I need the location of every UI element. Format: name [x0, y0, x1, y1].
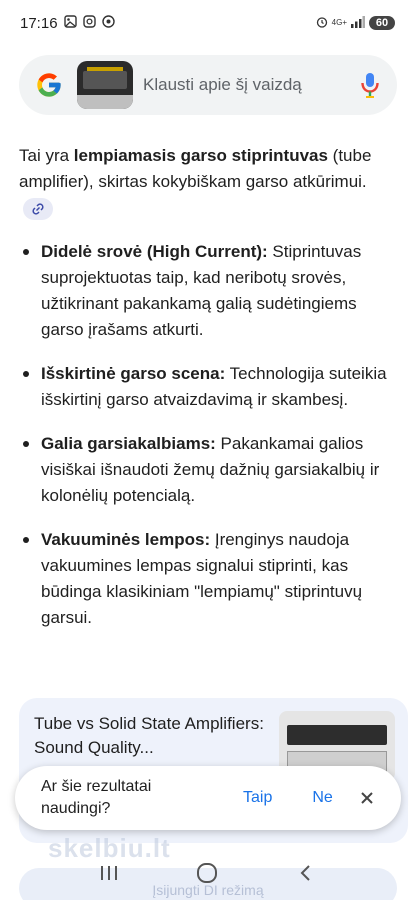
query-image-thumbnail[interactable] — [77, 61, 133, 109]
instagram-icon — [83, 15, 96, 31]
card-image-amp-top — [287, 725, 387, 745]
intro-suffix: (tube amplifier), skirtas kokybiškam garso atkūrimui. — [19, 146, 372, 191]
list-item — [19, 527, 397, 631]
close-icon[interactable] — [355, 786, 379, 810]
bullet-title: Išskirtinė garso scena: — [41, 364, 226, 383]
bullet-text: Įrenginys naudoja vakuumines lempas signalui stiprinti, kas būdinga klasikiniam "lempiamų" stiprintuvų garsui. — [41, 530, 363, 627]
intro-bold: lempiamasis garso stiprintuvas — [73, 146, 328, 165]
ai-answer — [19, 143, 397, 649]
status-bar — [0, 0, 415, 46]
bullet-title: Galia garsiakalbiams: — [41, 434, 216, 453]
thumbnail-base — [77, 95, 133, 109]
bullet-text: Stiprintuvas suprojektuotas taip, kad neribotų srovės, užtikrinant pakankamą galią sudėtingiems garso įrašams atkurti. — [41, 242, 362, 339]
source-card-title[interactable]: Tube vs Solid State Amplifiers: Sound Quality... — [34, 714, 264, 757]
status-time: 17:16 — [20, 14, 58, 32]
feedback-no-button[interactable]: Ne — [312, 789, 333, 806]
feedback-question: Ar šie rezultatai naudingi? — [41, 778, 152, 817]
intro-prefix: Tai yra — [19, 146, 74, 165]
bullet-title: Didelė srovė (High Current): — [41, 242, 268, 261]
list-item — [19, 361, 397, 413]
watermark: skelbiu.lt — [48, 833, 171, 863]
thumbnail-amp-body — [83, 71, 127, 89]
answer-bullets — [19, 239, 397, 631]
ai-mode-label[interactable]: Įsijungti DI režimą — [152, 882, 264, 898]
search-input[interactable]: Klausti apie šį vaizdą — [143, 75, 302, 94]
system-nav-bar — [0, 855, 415, 891]
google-logo-icon[interactable] — [35, 71, 63, 99]
signal-icon — [351, 15, 365, 32]
bullet-text: Technologija suteikia išskirtinį garso atvaizdavimą ir skambesį. — [41, 364, 387, 409]
chrome-icon — [102, 15, 115, 31]
recent-apps-icon[interactable] — [95, 859, 123, 887]
bullet-text: Pakankamai galios visiškai išnaudoti žemų dažnių garsiakalbių ir kolonėlių potencialą. — [41, 434, 380, 505]
list-item — [19, 431, 397, 509]
gallery-notification-icon — [64, 15, 77, 31]
bullet-title: Vakuuminės lempos: — [41, 530, 211, 549]
feedback-bar — [15, 766, 401, 830]
feedback-yes-button[interactable]: Taip — [243, 789, 273, 806]
alarm-icon — [316, 16, 328, 31]
list-item — [19, 239, 397, 343]
network-type: 4G+ — [331, 18, 347, 27]
battery-level: 60 — [369, 16, 395, 30]
microphone-icon[interactable] — [359, 71, 381, 99]
back-icon[interactable] — [292, 859, 320, 887]
answer-intro — [19, 143, 397, 221]
home-icon[interactable] — [193, 859, 221, 887]
source-link-icon[interactable] — [23, 198, 53, 220]
search-bar[interactable] — [19, 55, 397, 115]
